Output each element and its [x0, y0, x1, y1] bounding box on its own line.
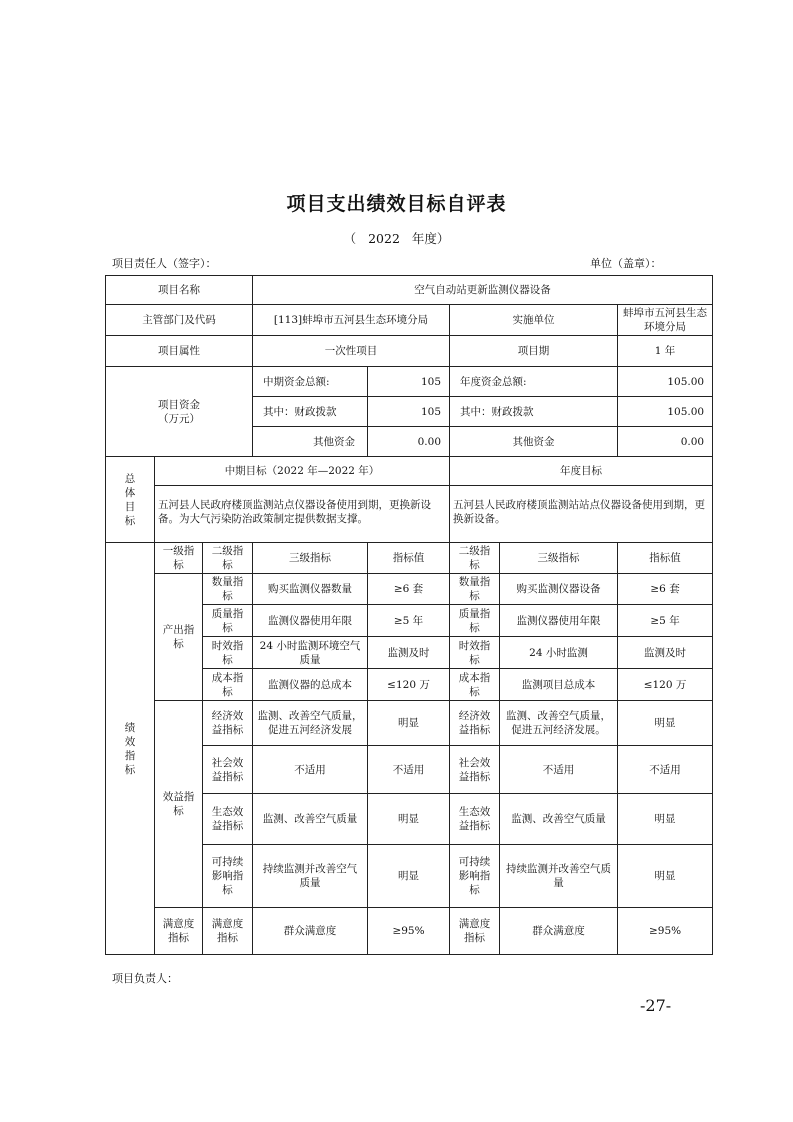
mid-level3: 监测仪器的总成本 [253, 669, 368, 701]
year-level3: 持续监测并改善空气质 量 [500, 845, 618, 908]
mid-level3: 持续监测并改善空气 质量 [253, 845, 368, 908]
attribute-value: 一次性项目 [253, 336, 450, 367]
mid-level2: 时效指 标 [203, 637, 253, 669]
year-value: 不适用 [618, 746, 713, 794]
mid-fiscal-value: 105 [368, 397, 450, 427]
indicator-row [106, 701, 713, 746]
benefit-indicators-label: 效益指 标 [155, 701, 203, 908]
year-level2: 经济效 益指标 [450, 701, 500, 746]
year-value: ≥95% [618, 908, 713, 955]
performance-indicators-label: 绩 效 指 标 [106, 543, 155, 955]
row-project-name [106, 276, 713, 305]
header-level3-year: 三级指标 [500, 543, 618, 574]
header-value-year: 指标值 [618, 543, 713, 574]
mid-level2: 经济效 益指标 [203, 701, 253, 746]
unit-seal-label: 单位（盖章）： [590, 257, 662, 270]
mid-level2: 可持续 影响指 标 [203, 845, 253, 908]
project-leader-label: 项目负责人： [112, 972, 178, 985]
year-level2: 可持续 影响指 标 [450, 845, 500, 908]
year-level2: 社会效 益指标 [450, 746, 500, 794]
mid-other-label: 其他资金 [253, 427, 368, 457]
year-value: ≤120 万 [618, 669, 713, 701]
year-level3: 监测项目总成本 [500, 669, 618, 701]
mid-level2: 质量指 标 [203, 605, 253, 637]
mid-level2: 成本指 标 [203, 669, 253, 701]
year-other-value: 0.00 [618, 427, 713, 457]
row-funds-total [106, 367, 713, 397]
year-level2: 满意度 指标 [450, 908, 500, 955]
indicator-row [106, 908, 713, 955]
year-level2: 质量指 标 [450, 605, 500, 637]
row-indicator-header [106, 543, 713, 574]
mid-level3: 购买监测仪器数量 [253, 574, 368, 605]
mid-value: 明显 [368, 845, 450, 908]
year-level3: 监测、改善空气质量 [500, 794, 618, 845]
year-value: 明显 [618, 794, 713, 845]
mid-value: 明显 [368, 794, 450, 845]
year-value: ≥6 套 [618, 574, 713, 605]
page-number: -27- [640, 996, 672, 1015]
department-value: [113]蚌埠市五河县生态环境分局 [253, 305, 450, 336]
year-total-label: 年度资金总额: [450, 367, 618, 397]
year-level3: 群众满意度 [500, 908, 618, 955]
funds-label: 项目资金 （万元） [106, 367, 253, 457]
year-fiscal-value: 105.00 [618, 397, 713, 427]
period-value: 1 年 [618, 336, 713, 367]
row-attribute [106, 336, 713, 367]
row-goals-header [106, 457, 713, 486]
year-level3: 24 小时监测 [500, 637, 618, 669]
header-level2-year: 二级指 标 [450, 543, 500, 574]
period-label: 项目期 [450, 336, 618, 367]
implementing-unit-label: 实施单位 [450, 305, 618, 336]
mid-level2: 社会效 益指标 [203, 746, 253, 794]
mid-total-value: 105 [368, 367, 450, 397]
year-goal-text: 五河县人民政府楼顶监测站站点仪器设备使用到期，更换新设备。 [450, 486, 713, 543]
year-fiscal-label: 其中：财政拨款 [450, 397, 618, 427]
year-level3: 购买监测仪器设备 [500, 574, 618, 605]
mid-level3: 监测仪器使用年限 [253, 605, 368, 637]
mid-value: 不适用 [368, 746, 450, 794]
year-value: 明显 [618, 701, 713, 746]
overall-goals-label: 总 体 目 标 [106, 457, 155, 543]
year-level3: 不适用 [500, 746, 618, 794]
output-indicators-label: 产出指 标 [155, 574, 203, 701]
satisfaction-indicators-label: 满意度 指标 [155, 908, 203, 955]
year-value: 明显 [618, 845, 713, 908]
mid-level3: 群众满意度 [253, 908, 368, 955]
year-level2: 成本指 标 [450, 669, 500, 701]
mid-value: ≥95% [368, 908, 450, 955]
mid-total-label: 中期资金总额: [253, 367, 368, 397]
mid-value: ≤120 万 [368, 669, 450, 701]
header-level3: 三级指标 [253, 543, 368, 574]
header-value: 指标值 [368, 543, 450, 574]
row-department [106, 305, 713, 336]
mid-goal-text: 五河县人民政府楼顶监测站点仪器设备使用到期，更换新设备。为大气污染防治政策制定提供数据支撑。 [155, 486, 450, 543]
mid-goal-header: 中期目标（2022 年—2022 年） [155, 457, 450, 486]
year-level2: 生态效 益指标 [450, 794, 500, 845]
mid-value: ≥6 套 [368, 574, 450, 605]
year-goal-header: 年度目标 [450, 457, 713, 486]
department-label: 主管部门及代码 [106, 305, 253, 336]
year-line: （ 2022 年度） [343, 231, 450, 246]
year-level2: 时效指 标 [450, 637, 500, 669]
attribute-label: 项目属性 [106, 336, 253, 367]
mid-fiscal-label: 其中：财政拨款 [253, 397, 368, 427]
year-total-value: 105.00 [618, 367, 713, 397]
responsible-person-label: 项目责任人（签字）： [112, 257, 217, 270]
mid-value: ≥5 年 [368, 605, 450, 637]
project-name-label: 项目名称 [106, 276, 253, 305]
implementing-unit-value: 蚌埠市五河县生态环境分局 [618, 305, 713, 336]
year-level2: 数量指 标 [450, 574, 500, 605]
mid-level3: 24 小时监测环境空气 质量 [253, 637, 368, 669]
header-level1: 一级指 标 [155, 543, 203, 574]
mid-level3: 监测、改善空气质量， 促进五河经济发展 [253, 701, 368, 746]
mid-other-value: 0.00 [368, 427, 450, 457]
year-level3: 监测仪器使用年限 [500, 605, 618, 637]
year-level3: 监测、改善空气质量， 促进五河经济发展。 [500, 701, 618, 746]
header-level2: 二级指 标 [203, 543, 253, 574]
document-title: 项目支出绩效目标自评表 [286, 193, 507, 215]
project-name-value: 空气自动站更新监测仪器设备 [253, 276, 713, 305]
mid-value: 监测及时 [368, 637, 450, 669]
mid-level2: 生态效 益指标 [203, 794, 253, 845]
year-other-label: 其他资金 [450, 427, 618, 457]
mid-level2: 数量指 标 [203, 574, 253, 605]
mid-level2: 满意度 指标 [203, 908, 253, 955]
year-value: 监测及时 [618, 637, 713, 669]
year-value: ≥5 年 [618, 605, 713, 637]
evaluation-table [105, 275, 713, 955]
mid-level3: 监测、改善空气质量 [253, 794, 368, 845]
mid-value: 明显 [368, 701, 450, 746]
row-goals-text [106, 486, 713, 543]
mid-level3: 不适用 [253, 746, 368, 794]
indicator-row [106, 574, 713, 605]
